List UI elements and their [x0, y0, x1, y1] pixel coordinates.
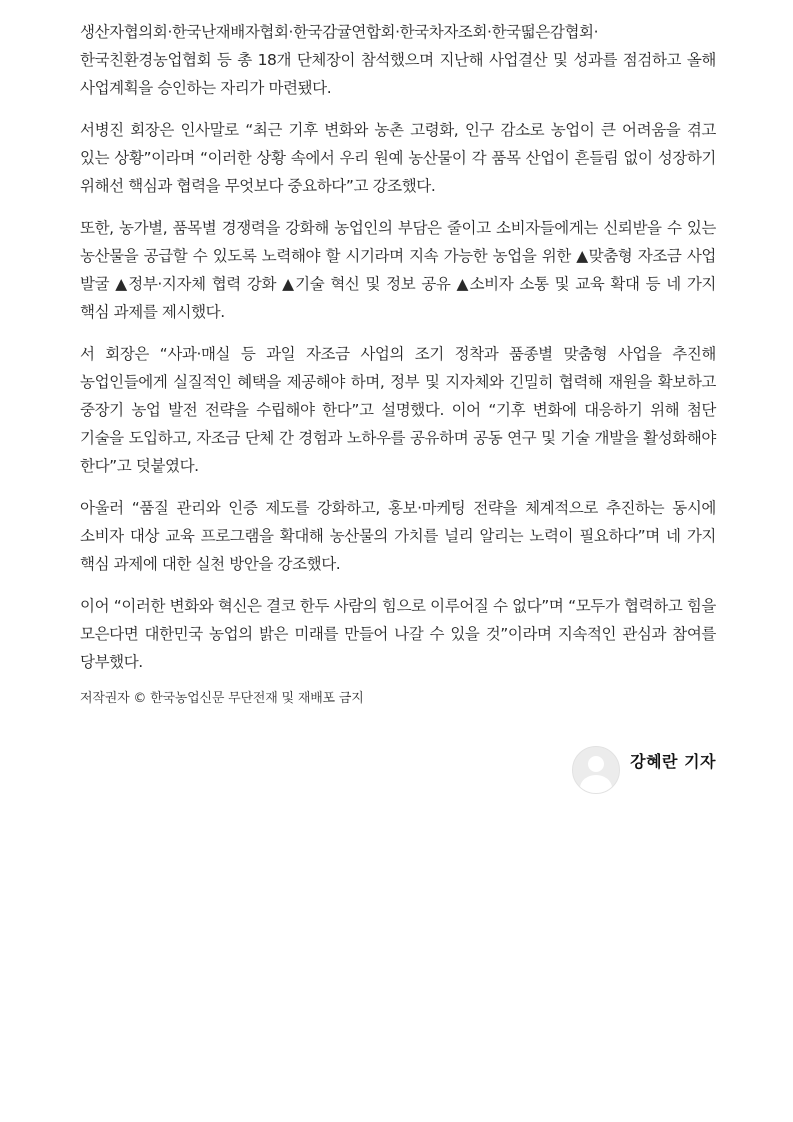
article-paragraph-5: 아울러 “품질 관리와 인증 제도를 강화하고, 홍보·마케팅 전략을 체계적으로 추진하는 동시에 소비자 대상 교육 프로그램을 확대해 농산물의 가치를 널리 알리는 노력이 필요하다”며 네 가지 핵심 과제에 대한 실천 방안을 강조했다. — [80, 499, 716, 573]
article-paragraph-4: 서 회장은 “사과·매실 등 과일 자조금 사업의 조기 정착과 품종별 맞춤형 사업을 추진해 농업인들에게 실질적인 혜택을 제공해야 하며, 정부 및 지자체와 긴밀히 협력해 재원을 확보하고 중장기 농업 발전 전략을 수립해야 한다”고 설명했다. 이어 “기후 변화에 대응하기 위해 첨단 기술을 도입하고, 자조금 단체 간 경험과 노하우를 공유하며 공동 연구 및 기술 개발을 활성화해야 한다”고 덧붙였다. — [80, 345, 716, 475]
user-silhouette-icon — [572, 746, 620, 794]
article-paragraph-3: 또한, 농가별, 품목별 경쟁력을 강화해 농업인의 부담은 줄이고 소비자들에게는 신뢰받을 수 있는 농산물을 공급할 수 있도록 노력해야 할 시기라며 지속 가능한 농업을 위한 ▲맞춤형 자조금 사업 발굴 ▲정부·지자체 협력 강화 ▲기술 혁신 및 정보 공유 ▲소비자 소통 및 교육 확대 등 네 가지 핵심 과제를 제시했다. — [80, 219, 716, 321]
article-paragraph-1: 생산자협의회·한국난재배자협회·한국감귤연합회·한국차자조회·한국떫은감협회·한국친환경농업협회 등 총 18개 단체장이 참석했으며 지난해 사업결산 및 성과를 점검하고 올해 사업계획을 승인하는 자리가 마련됐다. — [80, 23, 716, 97]
article-paragraph-6: 이어 “이러한 변화와 혁신은 결코 한두 사람의 힘으로 이루어질 수 없다”며 “모두가 협력하고 힘을 모은다면 대한민국 농업의 밝은 미래를 만들어 나갈 수 있을 것”이라며 지속적인 관심과 참여를 당부했다. — [80, 597, 716, 671]
article-paragraph-2: 서병진 회장은 인사말로 “최근 기후 변화와 농촌 고령화, 인구 감소로 농업이 큰 어려움을 겪고 있는 상황”이라며 “이러한 상황 속에서 우리 원예 농산물이 각 품목 산업이 흔들림 없이 성장하기 위해선 핵심과 협력을 무엇보다 중요하다”고 강조했다. — [80, 121, 716, 195]
copyright-notice: 저작권자 © 한국농업신문 무단전재 및 재배포 금지 — [80, 691, 364, 706]
reporter-name[interactable]: 강혜란 기자 — [630, 752, 716, 771]
reporter-byline[interactable] — [572, 746, 716, 794]
article-body — [80, 18, 716, 708]
